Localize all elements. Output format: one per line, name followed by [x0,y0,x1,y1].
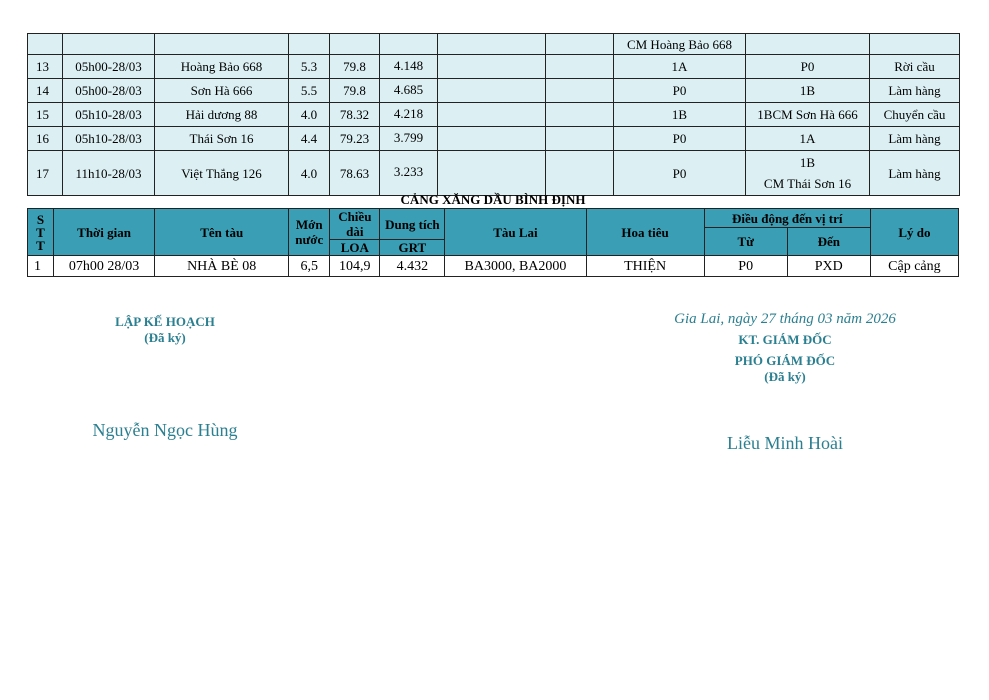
cell-draft: 5.5 [289,79,330,103]
schedule-table-continued [27,33,960,196]
cell-tug [438,151,546,196]
director-title-2: PHÓ GIÁM ĐỐC [734,353,836,368]
cell-draft: 4.0 [289,151,330,196]
planner-signed-note: (Đã ký) [144,330,186,345]
header-from: Từ [704,228,787,256]
cell-stt [28,34,63,55]
cell-loa [330,34,380,55]
cell-tug [438,34,546,55]
header-loa: LOA [330,240,380,256]
cell-grt: 4.685 [380,79,438,103]
cell-ship: Hải dương 88 [155,103,289,127]
cell-pilot [546,55,614,79]
cell-ship: Sơn Hà 666 [155,79,289,103]
table-row [28,127,960,151]
cell-loa: 78.32 [330,103,380,127]
cell-stt: 16 [28,127,63,151]
cell-draft [289,34,330,55]
cell-to: 1BCM Sơn Hà 666 [746,103,870,127]
cell-from: P0 [704,256,787,277]
place-date: Gia Lai, ngày 27 tháng 03 năm 2026 [674,311,896,327]
cell-loa: 79.8 [330,79,380,103]
header-pilot: Hoa tiêu [586,209,704,256]
header-length: Chiều dài [330,209,380,240]
cell-from: P0 [614,127,746,151]
cell-pilot [546,34,614,55]
cell-reason: Chuyển cầu [870,103,960,127]
director-name: Liễu Minh Hoài [727,433,843,453]
cell-pilot [546,103,614,127]
planner-signature-block [60,314,270,440]
cell-reason: Làm hàng [870,151,960,196]
header-capacity: Dung tích [380,209,445,240]
cell-tug [438,55,546,79]
cell-to: 1B [746,79,870,103]
cell-tug [438,103,546,127]
cell-stt: 15 [28,103,63,127]
planner-title: LẬP KẾ HOẠCH [115,314,215,329]
cell-stt: 14 [28,79,63,103]
cell-to: P0 [746,55,870,79]
table-row [28,55,960,79]
cell-tug [438,127,546,151]
cell-from: P0 [614,79,746,103]
cell-from: P0 [614,151,746,196]
header-reason: Lý do [870,209,958,256]
cell-grt: 4.148 [380,55,438,79]
director-signature-block [655,310,915,453]
header-stt [28,209,54,256]
cell-from: 1B [614,103,746,127]
port-schedule-table [27,208,959,277]
header-time: Thời gian [54,209,155,256]
cell-stt: 1 [28,256,54,277]
cell-ship: Việt Thắng 126 [155,151,289,196]
cell-reason: Làm hàng [870,127,960,151]
cell-time: 05h10-28/03 [63,127,155,151]
cell-time [63,34,155,55]
cell-pilot [546,79,614,103]
cell-time: 05h00-28/03 [63,79,155,103]
cell-to: 1A [746,127,870,151]
header-stt-label: S T T [36,211,45,253]
cell-time: 05h00-28/03 [63,55,155,79]
header-ship: Tên tàu [155,209,289,256]
cell-loa: 79.23 [330,127,380,151]
cell-reason: Cập cảng [870,256,958,277]
cell-from: CM Hoàng Bảo 668 [614,34,746,55]
cell-reason [870,34,960,55]
header-draft: Mớn nước [289,209,330,256]
cell-reason: Rời cầu [870,55,960,79]
cell-tug: BA3000, BA2000 [445,256,586,277]
header-to: Đến [787,228,870,256]
table-row [28,256,959,277]
cell-to-line2: CM Thái Sơn 16 [763,176,852,191]
cell-ship: Hoàng Bảo 668 [155,55,289,79]
header-row [28,209,959,228]
cell-pilot [546,151,614,196]
header-grt: GRT [380,240,445,256]
cell-ship: NHÀ BÈ 08 [155,256,289,277]
cell-ship [155,34,289,55]
cell-to: PXD [787,256,870,277]
director-signed-note: (Đã ký) [764,369,806,384]
cell-draft: 6,5 [289,256,330,277]
cell-to-line1: 1B [799,155,816,170]
section-title: CẢNG XĂNG DẦU BÌNH ĐỊNH [400,192,586,207]
cell-to [746,151,870,196]
cell-tug [438,79,546,103]
cell-time: 11h10-28/03 [63,151,155,196]
header-move-group: Điều động đến vị trí [704,209,870,228]
cell-time: 07h00 28/03 [54,256,155,277]
cell-draft: 4.4 [289,127,330,151]
cell-from: 1A [614,55,746,79]
cell-draft: 4.0 [289,103,330,127]
cell-loa: 78.63 [330,151,380,196]
cell-loa: 79.8 [330,55,380,79]
cell-pilot [546,127,614,151]
table-row [28,34,960,55]
cell-draft: 5.3 [289,55,330,79]
cell-capacity: 4.432 [380,256,445,277]
cell-grt [380,34,438,55]
cell-stt: 17 [28,151,63,196]
planner-name: Nguyễn Ngọc Hùng [92,420,238,440]
table-row [28,79,960,103]
cell-grt: 4.218 [380,103,438,127]
cell-stt: 13 [28,55,63,79]
table-row [28,151,960,196]
cell-reason: Làm hàng [870,79,960,103]
director-title-1: KT. GIÁM ĐỐC [738,332,832,347]
cell-pilot: THIỆN [586,256,704,277]
cell-time: 05h10-28/03 [63,103,155,127]
cell-to [746,34,870,55]
cell-ship: Thái Sơn 16 [155,127,289,151]
header-tug: Tàu Lai [445,209,586,256]
cell-grt: 3.233 [380,151,438,196]
cell-grt: 3.799 [380,127,438,151]
cell-length: 104,9 [330,256,380,277]
table-row [28,103,960,127]
